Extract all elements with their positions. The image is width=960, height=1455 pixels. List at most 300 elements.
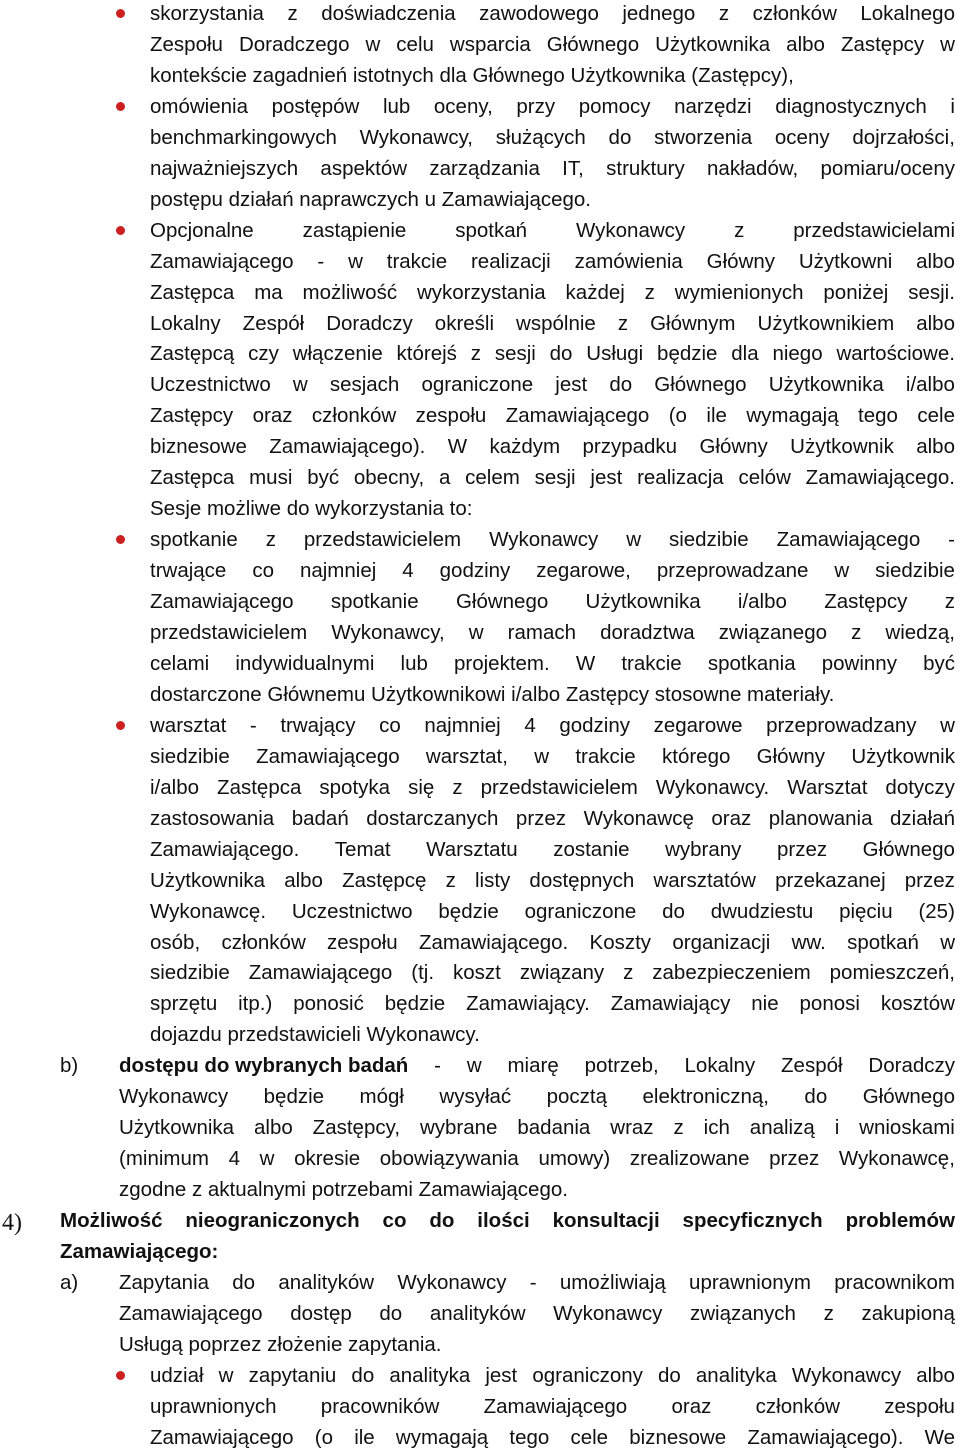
- word: diagnostycznych: [775, 94, 927, 118]
- word: Temat: [334, 837, 391, 861]
- word: mógł: [359, 1085, 404, 1109]
- word: Użytkownik: [851, 744, 955, 768]
- word: Głównego: [455, 590, 549, 614]
- word: działań: [890, 806, 955, 830]
- word: przedstawicielem: [150, 621, 308, 644]
- word: w: [834, 559, 850, 583]
- word: włączenie: [292, 342, 383, 366]
- word: pocztą: [546, 1085, 608, 1109]
- word: biznesowe: [629, 1425, 727, 1449]
- word: czy: [248, 342, 279, 366]
- word: albo: [284, 868, 323, 892]
- word: Wykonawcę,: [838, 1147, 955, 1171]
- paragraph-line: [150, 711, 955, 741]
- word: poniżej: [823, 280, 889, 304]
- word: koszt: [453, 961, 501, 985]
- word: Użytkownik: [790, 435, 894, 459]
- word: wykorzystania: [416, 280, 546, 304]
- word: wybrany: [665, 837, 742, 861]
- word: Głównym: [650, 311, 736, 335]
- list-marker-a: a): [60, 1270, 79, 1294]
- word: Główny: [706, 249, 776, 273]
- word: warsztatów: [653, 868, 756, 892]
- word: Zespół: [242, 311, 305, 335]
- word: z: [287, 2, 298, 25]
- word: pięciu: [839, 899, 893, 923]
- word: analityków: [429, 1301, 526, 1325]
- word: nieograniczonych: [185, 1209, 360, 1233]
- word: -: [249, 713, 257, 737]
- paragraph-line: [119, 1113, 955, 1143]
- word: z: [623, 961, 634, 985]
- word: obowiązywania: [379, 1147, 519, 1171]
- word: Koszty: [589, 930, 652, 954]
- word: z: [718, 2, 730, 25]
- word: 4: [524, 713, 536, 737]
- word: Głównego: [862, 1085, 955, 1109]
- word: konsultacji: [552, 1209, 660, 1233]
- word: do: [662, 899, 685, 923]
- word: pomieszczeń,: [829, 961, 955, 985]
- word: W: [447, 435, 468, 459]
- word: IT,: [562, 156, 584, 180]
- word: Uczestnictwo: [291, 899, 413, 923]
- word: z: [617, 311, 629, 335]
- word: celu: [396, 32, 434, 56]
- word: listy: [474, 868, 511, 892]
- word: przez: [769, 1147, 820, 1171]
- paragraph-line: [119, 1082, 955, 1112]
- word: z: [452, 775, 463, 799]
- word: każdej: [565, 280, 625, 304]
- word: celami: [150, 651, 210, 675]
- word: przedstawicielem: [480, 775, 638, 799]
- word: Wykonawcy.: [655, 775, 770, 799]
- bullet-icon: [116, 1371, 125, 1380]
- paragraph-line: [150, 247, 955, 277]
- word: Głównego: [546, 32, 640, 56]
- paragraph-line: kontekście zagadnień istotnych dla Głównego Użytkownika (Zastępcy),: [150, 63, 794, 87]
- word: zegarowe,: [536, 559, 631, 583]
- word: Główny: [699, 435, 768, 459]
- word: sesjach: [329, 373, 400, 397]
- word: trwające: [150, 559, 227, 583]
- word: się: [408, 775, 435, 799]
- bullet-icon: [116, 226, 125, 235]
- word: organizacji: [672, 930, 771, 954]
- paragraph-line: [150, 556, 955, 586]
- word: co: [379, 713, 401, 737]
- word: 4: [402, 559, 414, 583]
- word: niego: [772, 342, 823, 366]
- word: Wykonawcy,: [359, 125, 473, 149]
- word: osób,: [150, 930, 201, 954]
- word: do: [609, 373, 633, 397]
- word: przez: [904, 868, 955, 892]
- word: do: [379, 1301, 403, 1325]
- word: okresie: [294, 1147, 361, 1171]
- word: przeprowadzane: [656, 559, 809, 583]
- word: skorzystania: [150, 2, 264, 25]
- paragraph-line: [150, 1423, 955, 1453]
- word: dwudziestu: [710, 899, 814, 923]
- word: spotkania: [707, 651, 796, 675]
- word: realizacja: [637, 466, 724, 490]
- paragraph-line: [150, 525, 955, 555]
- paragraph-line: [150, 30, 955, 60]
- paragraph-line: [150, 123, 955, 153]
- word: i/albo: [737, 590, 787, 614]
- word: Doradczy: [868, 1054, 955, 1078]
- word: -: [434, 1054, 441, 1078]
- word: ilości: [477, 1209, 530, 1233]
- word: w: [468, 621, 484, 644]
- word: problemów: [845, 1209, 955, 1233]
- word: dostęp: [290, 1301, 352, 1325]
- word: lub: [400, 651, 428, 675]
- word: z: [823, 1301, 834, 1325]
- word: zespołu: [884, 1394, 955, 1418]
- word: dojrzałości,: [852, 125, 955, 149]
- word: siedzibie: [875, 559, 955, 583]
- word: będzie: [384, 992, 446, 1016]
- word: Główny: [756, 744, 826, 768]
- word: z: [470, 342, 481, 366]
- word: trakcie: [386, 249, 448, 273]
- word: związanego: [718, 621, 828, 644]
- word: i: [834, 1116, 840, 1140]
- word: kosztów: [880, 992, 955, 1016]
- word: a: [438, 466, 451, 490]
- word: Zamawiającego: [483, 1394, 628, 1418]
- word: musi: [249, 466, 293, 490]
- word: Zamawiającego.: [418, 930, 569, 954]
- word: obecny,: [353, 466, 425, 490]
- paragraph-line: zgodne z aktualnymi potrzebami Zamawiającego.: [119, 1178, 568, 1202]
- paragraph-line: [150, 742, 955, 772]
- word: co: [382, 1209, 407, 1233]
- word: w: [626, 528, 641, 552]
- word: Zamawiającego.: [805, 466, 955, 490]
- word: zabezpieczeniem: [652, 961, 811, 985]
- word: którejś: [396, 342, 457, 366]
- word: Wykonawcy: [119, 1085, 229, 1109]
- word: do: [232, 1270, 256, 1294]
- paragraph-line: [150, 618, 955, 648]
- word: uprawnionym: [689, 1270, 811, 1294]
- word: ma: [254, 280, 283, 304]
- word: będzie: [438, 899, 499, 923]
- word: omówienia: [150, 94, 248, 118]
- word: najmniej: [424, 713, 501, 737]
- word: uprawnionych: [150, 1394, 277, 1418]
- word: Zastępcy,: [312, 1116, 401, 1140]
- word: albo: [253, 1116, 293, 1140]
- paragraph-line: [150, 958, 955, 988]
- paragraph-line: dostarczone Głównemu Użytkownikowi i/albo Zastępcy stosowne materiały.: [150, 682, 835, 706]
- paragraph-line: [119, 1299, 955, 1329]
- word: w: [534, 744, 550, 768]
- word: (o: [314, 1425, 333, 1449]
- word: planowania: [768, 806, 873, 830]
- word: ile: [354, 1425, 375, 1449]
- word: wraz: [610, 1116, 654, 1140]
- paragraph-line: dojazdu przedstawicieli Wykonawcy.: [150, 1023, 480, 1047]
- word: do: [351, 1363, 375, 1387]
- word: być: [307, 466, 340, 490]
- word: w: [259, 1147, 275, 1171]
- word: w: [940, 713, 955, 737]
- word: związanych: [689, 1301, 796, 1325]
- word: oraz: [671, 1394, 712, 1418]
- word: sprzętu: [150, 992, 218, 1016]
- section-heading: Zamawiającego:: [60, 1240, 219, 1263]
- word: tego: [858, 404, 898, 428]
- word: analityka: [695, 1363, 777, 1387]
- word: Zamawiającego: [150, 590, 294, 614]
- word: Zastępcy: [824, 590, 908, 614]
- word: W: [575, 651, 596, 675]
- word: możliwość: [302, 280, 398, 304]
- word: pracowników: [320, 1394, 440, 1418]
- word: Doradczego: [238, 32, 350, 56]
- word: Zamawiającego).: [747, 1425, 904, 1449]
- word: Lokalny: [684, 1054, 756, 1078]
- word: do: [608, 125, 632, 149]
- paragraph-line: [150, 804, 955, 834]
- paragraph-line: [150, 1361, 955, 1391]
- paragraph-line: [150, 309, 955, 339]
- word: Wykonawcę: [583, 806, 694, 830]
- word: doświadczenia: [321, 2, 456, 25]
- paragraph-line: [150, 866, 955, 896]
- paragraph-line: [150, 835, 955, 865]
- word: wiedzą,: [885, 621, 955, 644]
- word: Zamawiający.: [466, 992, 590, 1016]
- word: Zastępca: [150, 280, 235, 304]
- bullet-icon: [116, 535, 125, 544]
- word: analizą: [749, 1116, 815, 1140]
- word: Wykonawcy: [489, 528, 599, 552]
- word: Zamawiającego: [119, 1301, 263, 1325]
- word: jest: [485, 1363, 518, 1387]
- word: celem: [465, 466, 520, 490]
- word: Usługi: [586, 342, 644, 366]
- paragraph-line: [150, 432, 955, 462]
- word: lub: [382, 94, 411, 118]
- paragraph-line: [150, 401, 955, 431]
- word: cele: [917, 404, 955, 428]
- bullet-icon: [116, 9, 125, 18]
- paragraph-line: [150, 92, 955, 122]
- word: wspólnie: [516, 311, 596, 335]
- word: Uczestnictwo: [150, 373, 271, 397]
- word: spotkanie: [330, 590, 419, 614]
- word: jest: [555, 373, 588, 397]
- word: Zamawiającego: [505, 404, 650, 428]
- word: warsztat,: [425, 744, 508, 768]
- word: Zastępcę: [342, 868, 427, 892]
- paragraph-line: Usługą poprzez złożenie zapytania.: [119, 1332, 442, 1356]
- word: i/albo: [150, 775, 200, 799]
- word: przedstawicielem: [303, 528, 462, 552]
- word: analityka: [389, 1363, 471, 1387]
- word: albo: [916, 249, 955, 273]
- word: Zastępca: [150, 466, 235, 490]
- word: do: [657, 1363, 681, 1387]
- word: Warsztatu: [426, 837, 518, 861]
- word: struktury: [606, 156, 685, 180]
- word: zespołu: [327, 930, 398, 954]
- word: Zamawiającego: [150, 1425, 294, 1449]
- word: z: [644, 280, 655, 304]
- word: zostanie: [553, 837, 630, 861]
- word: Użytkownika: [655, 32, 771, 56]
- word: związany: [519, 961, 605, 985]
- word: ograniczone: [421, 373, 534, 397]
- word: z: [265, 528, 276, 552]
- paragraph-line: postępu działań naprawczych u Zamawiającego.: [150, 187, 592, 211]
- word: Użytkownika: [585, 590, 701, 614]
- word: spotkanie: [150, 528, 238, 552]
- word: przez: [776, 837, 828, 861]
- word: warsztat: [150, 713, 227, 737]
- word: w: [940, 32, 955, 56]
- word: jednego: [622, 2, 696, 25]
- word: -: [948, 528, 955, 552]
- word: wsparcia: [449, 32, 531, 56]
- word: postępów: [271, 94, 360, 118]
- word: oceny: [774, 125, 830, 149]
- word: którego: [662, 744, 731, 768]
- paragraph-line: [150, 1392, 955, 1422]
- word: ww.: [791, 930, 826, 954]
- word: Użytkownika: [119, 1116, 235, 1140]
- word: ile: [706, 404, 727, 428]
- word: godziny: [439, 559, 511, 583]
- word: (tj.: [411, 961, 435, 985]
- word: Użytkownikiem: [757, 311, 895, 335]
- word: zastosowania: [150, 806, 275, 830]
- word: Zamawiającego: [248, 961, 393, 985]
- word: aspektów: [320, 156, 408, 180]
- word: oceny,: [433, 94, 493, 118]
- word: zawodowego: [479, 2, 599, 25]
- word: Wykonawcy,: [331, 621, 445, 644]
- word: nakładów,: [707, 156, 799, 180]
- word: dotyczy: [885, 775, 955, 799]
- item-b-bold-title: dostępu do wybranych badań: [119, 1054, 409, 1078]
- word: Możliwość: [60, 1209, 163, 1233]
- word: w: [466, 1054, 482, 1078]
- paragraph-line: [150, 370, 955, 400]
- word: najmniej: [299, 559, 377, 583]
- word: powinny: [821, 651, 897, 675]
- word: Zapytania: [119, 1270, 210, 1294]
- word: albo: [786, 32, 825, 56]
- word: członków: [752, 2, 837, 25]
- word: doradztwa: [600, 621, 695, 644]
- word: ograniczony: [532, 1363, 643, 1387]
- word: zastąpienie: [302, 218, 407, 242]
- word: (minimum: [119, 1147, 209, 1171]
- bullet-icon: [116, 102, 125, 111]
- word: realizacji: [470, 249, 551, 273]
- word: siedzibie: [150, 961, 230, 985]
- paragraph-line: [119, 1268, 955, 1298]
- word: 4: [228, 1147, 240, 1171]
- word: albo: [916, 435, 955, 459]
- word: Użytkowni: [798, 249, 893, 273]
- word: najważniejszych: [150, 156, 299, 180]
- word: w: [365, 32, 381, 56]
- word: do: [429, 1209, 455, 1233]
- word: sesji: [534, 466, 576, 490]
- word: spotkań: [455, 218, 528, 242]
- word: jest: [590, 466, 623, 490]
- word: We: [924, 1425, 955, 1449]
- paragraph-line: [150, 649, 955, 679]
- word: ograniczone: [524, 899, 637, 923]
- word: przedstawicielami: [793, 218, 955, 242]
- word: z: [944, 590, 955, 614]
- word: i/albo: [905, 373, 955, 397]
- word: członków: [311, 404, 397, 428]
- word: ponosić: [293, 992, 364, 1016]
- word: Zamawiający: [610, 992, 731, 1016]
- word: wnioskami: [859, 1116, 955, 1140]
- word: Zespół: [781, 1054, 843, 1078]
- word: z: [734, 218, 745, 242]
- word: Zastępcą: [150, 342, 235, 366]
- word: będzie: [263, 1085, 325, 1109]
- word: Wykonawcy: [575, 218, 686, 242]
- word: zegarowe: [653, 713, 743, 737]
- word: do: [804, 1085, 828, 1109]
- word: projektem.: [454, 651, 550, 675]
- word: Głównego: [654, 373, 747, 397]
- word: Lokalnego: [860, 2, 955, 25]
- word: ponosi: [799, 992, 860, 1016]
- section-heading: [60, 1206, 955, 1236]
- word: Zastępcy: [150, 404, 234, 428]
- word: albo: [916, 1363, 955, 1387]
- word: Opcjonalne: [150, 218, 254, 242]
- paragraph-line: Sesje możliwe do wykorzystania to:: [150, 497, 473, 521]
- word: -: [529, 1270, 537, 1294]
- word: Doradczy: [326, 311, 413, 335]
- paragraph-line: [150, 773, 955, 803]
- word: z: [445, 868, 456, 892]
- word: Zamawiającego: [256, 744, 400, 768]
- word: nie: [751, 992, 779, 1016]
- word: Użytkownika: [768, 373, 884, 397]
- word: zarządzania: [429, 156, 540, 180]
- word: być: [923, 651, 955, 675]
- word: sesji.: [908, 280, 955, 304]
- word: pracownikom: [834, 1270, 955, 1294]
- word: siedzibie: [150, 744, 230, 768]
- word: elektroniczną,: [642, 1085, 769, 1109]
- word: miarę: [507, 1054, 559, 1078]
- word: oraz: [711, 806, 752, 830]
- word: narzędzi: [674, 94, 752, 118]
- word: przypadku: [582, 435, 678, 459]
- word: przez: [515, 806, 567, 830]
- paragraph-line: [150, 587, 955, 617]
- word: cele: [570, 1425, 609, 1449]
- word: indywidualnymi: [235, 651, 375, 675]
